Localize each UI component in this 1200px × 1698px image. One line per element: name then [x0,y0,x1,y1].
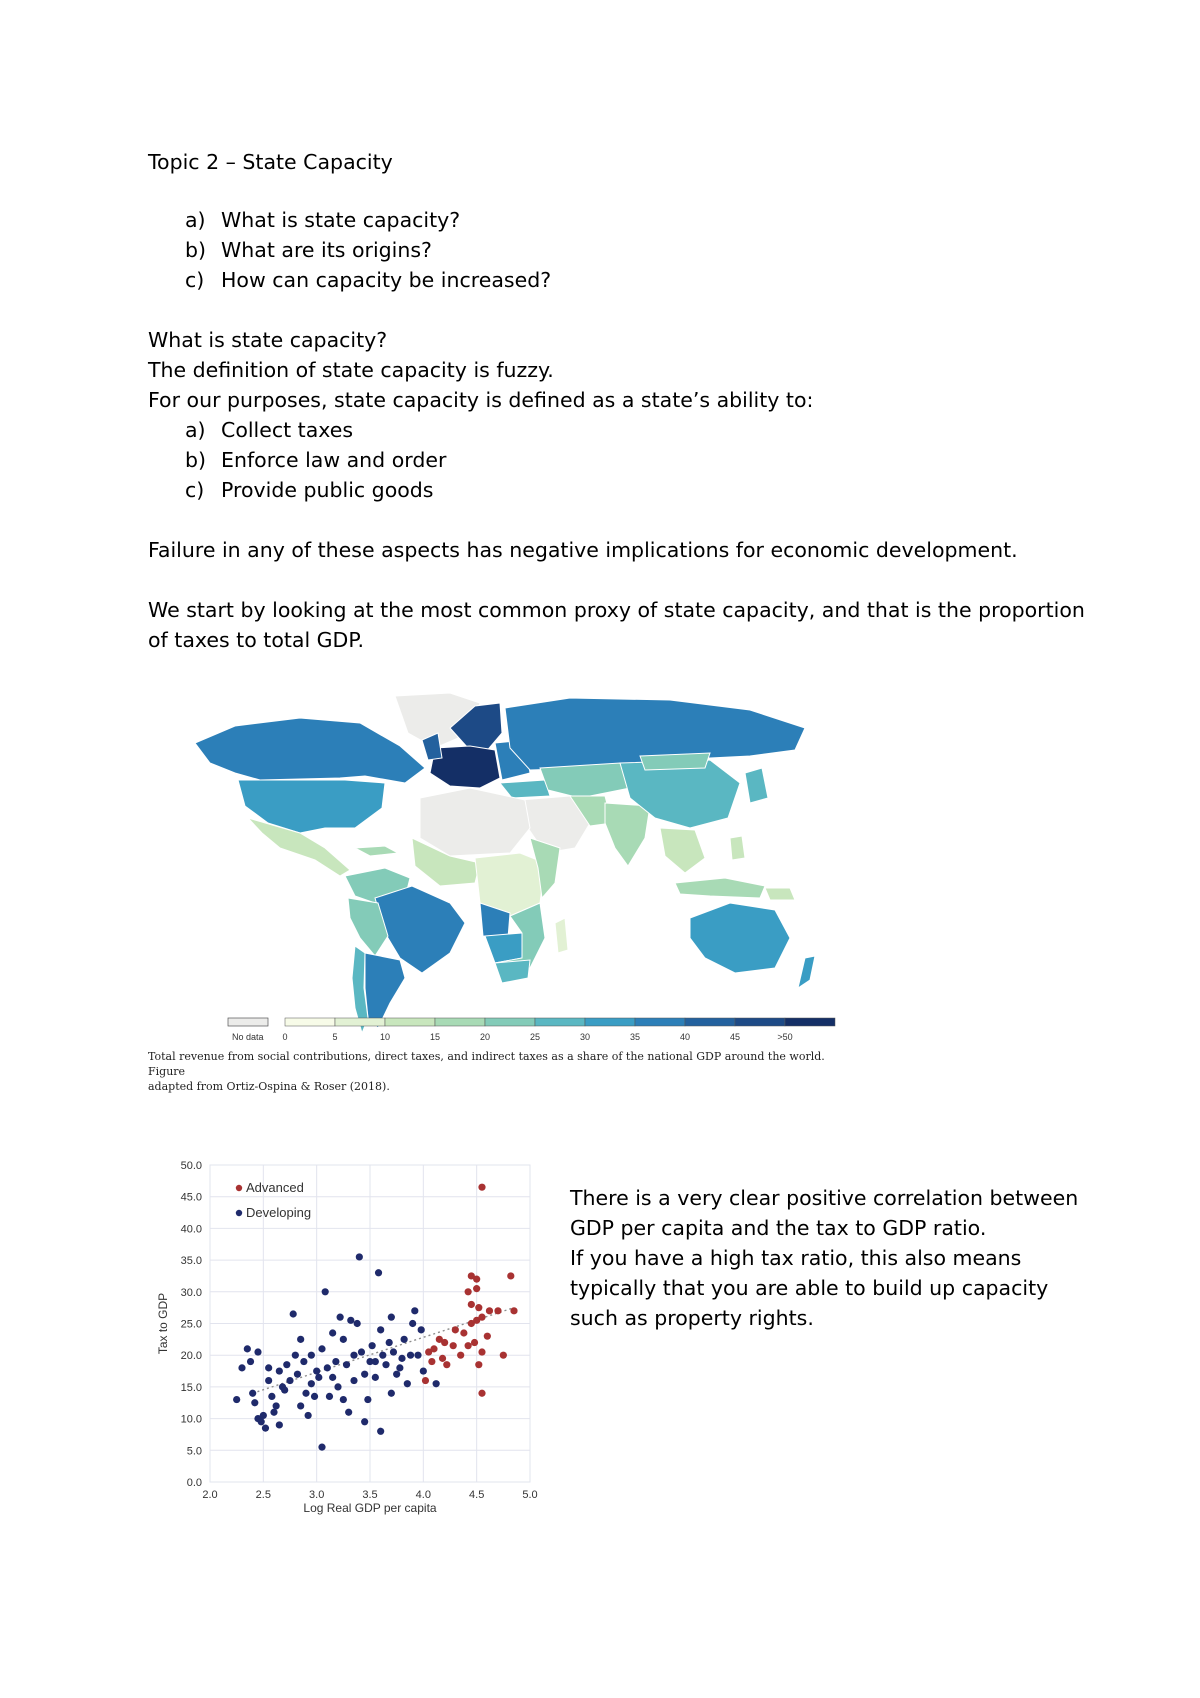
data-point-advanced [428,1358,435,1365]
list-marker: c) [185,478,205,502]
australia [690,903,790,973]
commentary-line: If you have a high tax ratio, this also means [570,1246,1022,1270]
y-tick-label: 35.0 [180,1255,202,1268]
central-asia [540,763,630,798]
proxy-line: of taxes to total GDP. [148,628,365,652]
data-point-advanced [478,1184,485,1191]
data-point-advanced [478,1348,485,1355]
failure-note: Failure in any of these aspects has negative implications for economic development. [148,538,1018,562]
legend-swatch [535,1018,585,1026]
data-point-developing [404,1380,411,1387]
india [605,803,650,866]
legend-label: Developing [246,1205,312,1220]
data-point-developing [251,1399,258,1406]
legend-tick-label: 35 [629,1032,641,1042]
x-axis-label: Log Real GDP per capita [303,1501,437,1515]
caption-line: Total revenue from social contributions, direct taxes, and indirect taxes as a share of the national GDP around the world. Figure [148,1050,825,1078]
proxy-line: We start by looking at the most common proxy of state capacity, and that is the proportion [148,598,1085,622]
namibia-botswana [485,933,522,963]
data-point-developing [411,1307,418,1314]
data-point-advanced [452,1326,459,1333]
data-point-advanced [475,1361,482,1368]
data-point-advanced [439,1355,446,1362]
y-tick-labels [181,1160,202,1489]
data-point-advanced [468,1301,475,1308]
data-point-developing [382,1361,389,1368]
papua [765,888,795,900]
legend-swatch [385,1018,435,1026]
data-point-developing [276,1367,283,1374]
data-point-developing [305,1412,312,1419]
philippines [730,836,745,860]
data-point-developing [318,1345,325,1352]
data-point-developing [302,1390,309,1397]
legend-swatch [635,1018,685,1026]
data-point-developing [308,1380,315,1387]
data-point-developing [337,1314,344,1321]
data-point-developing [260,1412,267,1419]
data-point-advanced [460,1329,467,1336]
data-point-developing [265,1364,272,1371]
data-point-advanced [473,1276,480,1283]
data-point-developing [407,1352,414,1359]
japan-korea [745,768,768,803]
commentary-line: typically that you are able to build up capacity [570,1276,1049,1300]
data-point-developing [358,1348,365,1355]
data-point-advanced [471,1339,478,1346]
legend-tick-label: 0 [282,1032,288,1042]
data-point-developing [265,1377,272,1384]
data-point-advanced [510,1307,517,1314]
data-point-developing [311,1393,318,1400]
data-point-developing [347,1317,354,1324]
data-point-developing [273,1402,280,1409]
data-point-developing [268,1393,275,1400]
data-point-developing [329,1329,336,1336]
world-tax-map [150,688,840,1048]
legend-marker [236,1185,242,1191]
data-point-developing [281,1386,288,1393]
legend-swatch [485,1018,535,1026]
data-point-developing [409,1320,416,1327]
legend-swatch [685,1018,735,1026]
y-tick-label: 20.0 [180,1350,202,1363]
data-point-developing [270,1409,277,1416]
y-axis-label: Tax to GDP [156,1292,170,1355]
data-point-developing [388,1314,395,1321]
map-caption [148,1049,848,1094]
legend-nodata-label: No data [232,1032,264,1042]
data-point-developing [401,1336,408,1343]
data-point-developing [372,1358,379,1365]
question-text: How can capacity be increased? [221,268,552,292]
data-point-developing [396,1364,403,1371]
madagascar [555,918,568,953]
south-africa [495,960,530,983]
x-tick-label: 4.5 [469,1489,485,1501]
commentary-line: There is a very clear positive correlation between [570,1186,1079,1210]
legend-swatch [335,1018,385,1026]
legend-tick-label: 5 [332,1032,338,1042]
map-landmasses [195,693,815,1033]
x-tick-label: 3.0 [309,1489,325,1501]
data-point-developing [322,1288,329,1295]
data-point-developing [388,1390,395,1397]
legend-swatch [435,1018,485,1026]
legend-labels [282,1032,792,1042]
caribbean [355,846,398,856]
doc-title: Topic 2 – State Capacity [148,150,393,174]
data-point-developing [276,1421,283,1428]
data-point-developing [334,1383,341,1390]
data-point-advanced [465,1288,472,1295]
southeast-asia [660,828,705,873]
data-point-developing [258,1418,265,1425]
data-point-advanced [465,1342,472,1349]
legend-tick-label: 40 [679,1032,691,1042]
data-point-developing [340,1396,347,1403]
list-marker: b) [185,448,207,472]
data-point-advanced [422,1377,429,1384]
y-tick-label: 40.0 [180,1223,202,1236]
legend-tick-label: 45 [729,1032,741,1042]
ability-item [148,475,446,505]
data-point-developing [262,1425,269,1432]
data-point-developing [350,1377,357,1384]
data-point-advanced [500,1352,507,1359]
data-point-developing [354,1320,361,1327]
data-point-developing [254,1348,261,1355]
legend-tick-label: 15 [429,1032,441,1042]
data-point-advanced [443,1361,450,1368]
legend-swatch [785,1018,835,1026]
data-point-developing [350,1352,357,1359]
data-point-developing [433,1380,440,1387]
y-tick-label: 25.0 [180,1318,202,1331]
data-point-advanced [494,1307,501,1314]
data-point-developing [300,1358,307,1365]
question-item [148,205,551,235]
question-list [148,205,551,295]
data-point-developing [244,1345,251,1352]
legend-swatch [285,1018,335,1026]
y-tick-label: 30.0 [180,1286,202,1299]
new-zealand [798,956,815,988]
data-point-developing [233,1396,240,1403]
data-point-developing [375,1269,382,1276]
data-point-developing [414,1352,421,1359]
data-point-developing [326,1393,333,1400]
turkey [500,780,550,798]
data-point-developing [361,1418,368,1425]
data-point-developing [418,1326,425,1333]
list-marker: a) [185,208,206,232]
y-tick-label: 15.0 [180,1381,202,1394]
question-item [148,265,551,295]
data-point-developing [308,1352,315,1359]
data-point-developing [372,1374,379,1381]
list-marker: b) [185,238,207,262]
y-tick-label: 10.0 [180,1413,202,1426]
legend-swatch [585,1018,635,1026]
commentary-line: GDP per capita and the tax to GDP ratio. [570,1216,987,1240]
ability-item [148,445,446,475]
data-point-advanced [457,1352,464,1359]
legend-marker [236,1210,242,1216]
data-point-advanced [450,1342,457,1349]
ability-list [148,415,446,505]
data-point-developing [313,1367,320,1374]
data-point-developing [286,1377,293,1384]
data-point-developing [343,1361,350,1368]
data-point-developing [361,1371,368,1378]
data-point-developing [324,1364,331,1371]
legend-tick-label: >50 [777,1032,793,1042]
data-point-advanced [507,1272,514,1279]
legend-nodata-swatch [228,1018,268,1026]
proxy-paragraph [148,595,1085,655]
data-point-developing [297,1336,304,1343]
data-point-developing [332,1358,339,1365]
data-point-developing [379,1352,386,1359]
data-point-developing [283,1361,290,1368]
canada [195,718,425,783]
data-point-developing [393,1371,400,1378]
y-tick-label: 45.0 [180,1191,202,1204]
data-point-advanced [484,1333,491,1340]
data-point-advanced [441,1339,448,1346]
data-point-developing [292,1352,299,1359]
data-point-developing [377,1428,384,1435]
definition-line: The definition of state capacity is fuzzy. [148,358,554,382]
list-marker: a) [185,418,206,442]
data-point-developing [356,1253,363,1260]
ability-text: Provide public goods [221,478,434,502]
map-legend [228,1018,835,1042]
data-point-developing [340,1336,347,1343]
question-text: What is state capacity? [221,208,461,232]
data-point-developing [297,1402,304,1409]
ability-text: Enforce law and order [221,448,447,472]
section-heading: What is state capacity? [148,328,388,352]
legend-tick-label: 20 [479,1032,491,1042]
north-africa [420,788,530,856]
data-point-developing [390,1348,397,1355]
data-point-developing [386,1339,393,1346]
y-tick-label: 5.0 [186,1445,202,1458]
list-marker: c) [185,268,205,292]
legend-swatches [285,1018,835,1026]
data-point-advanced [425,1348,432,1355]
legend-tick-label: 30 [579,1032,591,1042]
x-tick-label: 2.5 [255,1489,271,1501]
caption-line: adapted from Ortiz-Ospina & Roser (2018). [148,1080,390,1093]
tax-gdp-scatter [155,1150,545,1520]
data-point-developing [377,1326,384,1333]
data-point-developing [315,1374,322,1381]
definition-line: For our purposes, state capacity is defined as a state’s ability to: [148,388,814,412]
commentary-line: such as property rights. [570,1306,814,1330]
data-point-developing [238,1364,245,1371]
data-point-developing [364,1396,371,1403]
ability-text: Collect taxes [221,418,354,442]
x-tick-label: 3.5 [362,1489,378,1501]
legend-label: Advanced [246,1180,304,1195]
question-item [148,235,551,265]
data-point-advanced [478,1390,485,1397]
x-tick-label: 2.0 [202,1489,218,1501]
data-point-developing [329,1374,336,1381]
x-tick-label: 4.0 [415,1489,431,1501]
y-tick-label: 50.0 [180,1160,202,1172]
argentina [365,953,405,1028]
data-point-advanced [473,1317,480,1324]
data-point-advanced [475,1304,482,1311]
legend-tick-label: 10 [379,1032,391,1042]
data-point-advanced [486,1307,493,1314]
question-text: What are its origins? [221,238,432,262]
ability-item [148,415,446,445]
x-tick-label: 5.0 [522,1489,538,1501]
data-point-developing [398,1355,405,1362]
data-point-developing [247,1358,254,1365]
data-point-advanced [473,1285,480,1292]
y-tick-label: 0.0 [186,1477,202,1489]
mongolia [640,753,710,770]
x-tick-labels [202,1489,537,1501]
data-point-developing [369,1342,376,1349]
legend-tick-label: 25 [529,1032,541,1042]
data-point-developing [318,1444,325,1451]
indonesia [675,878,765,898]
data-point-developing [420,1367,427,1374]
data-point-developing [294,1371,301,1378]
legend-swatch [735,1018,785,1026]
data-point-developing [249,1390,256,1397]
definition-block [148,325,813,415]
data-point-developing [345,1409,352,1416]
data-point-developing [290,1310,297,1317]
scatter-commentary [570,1183,1078,1333]
